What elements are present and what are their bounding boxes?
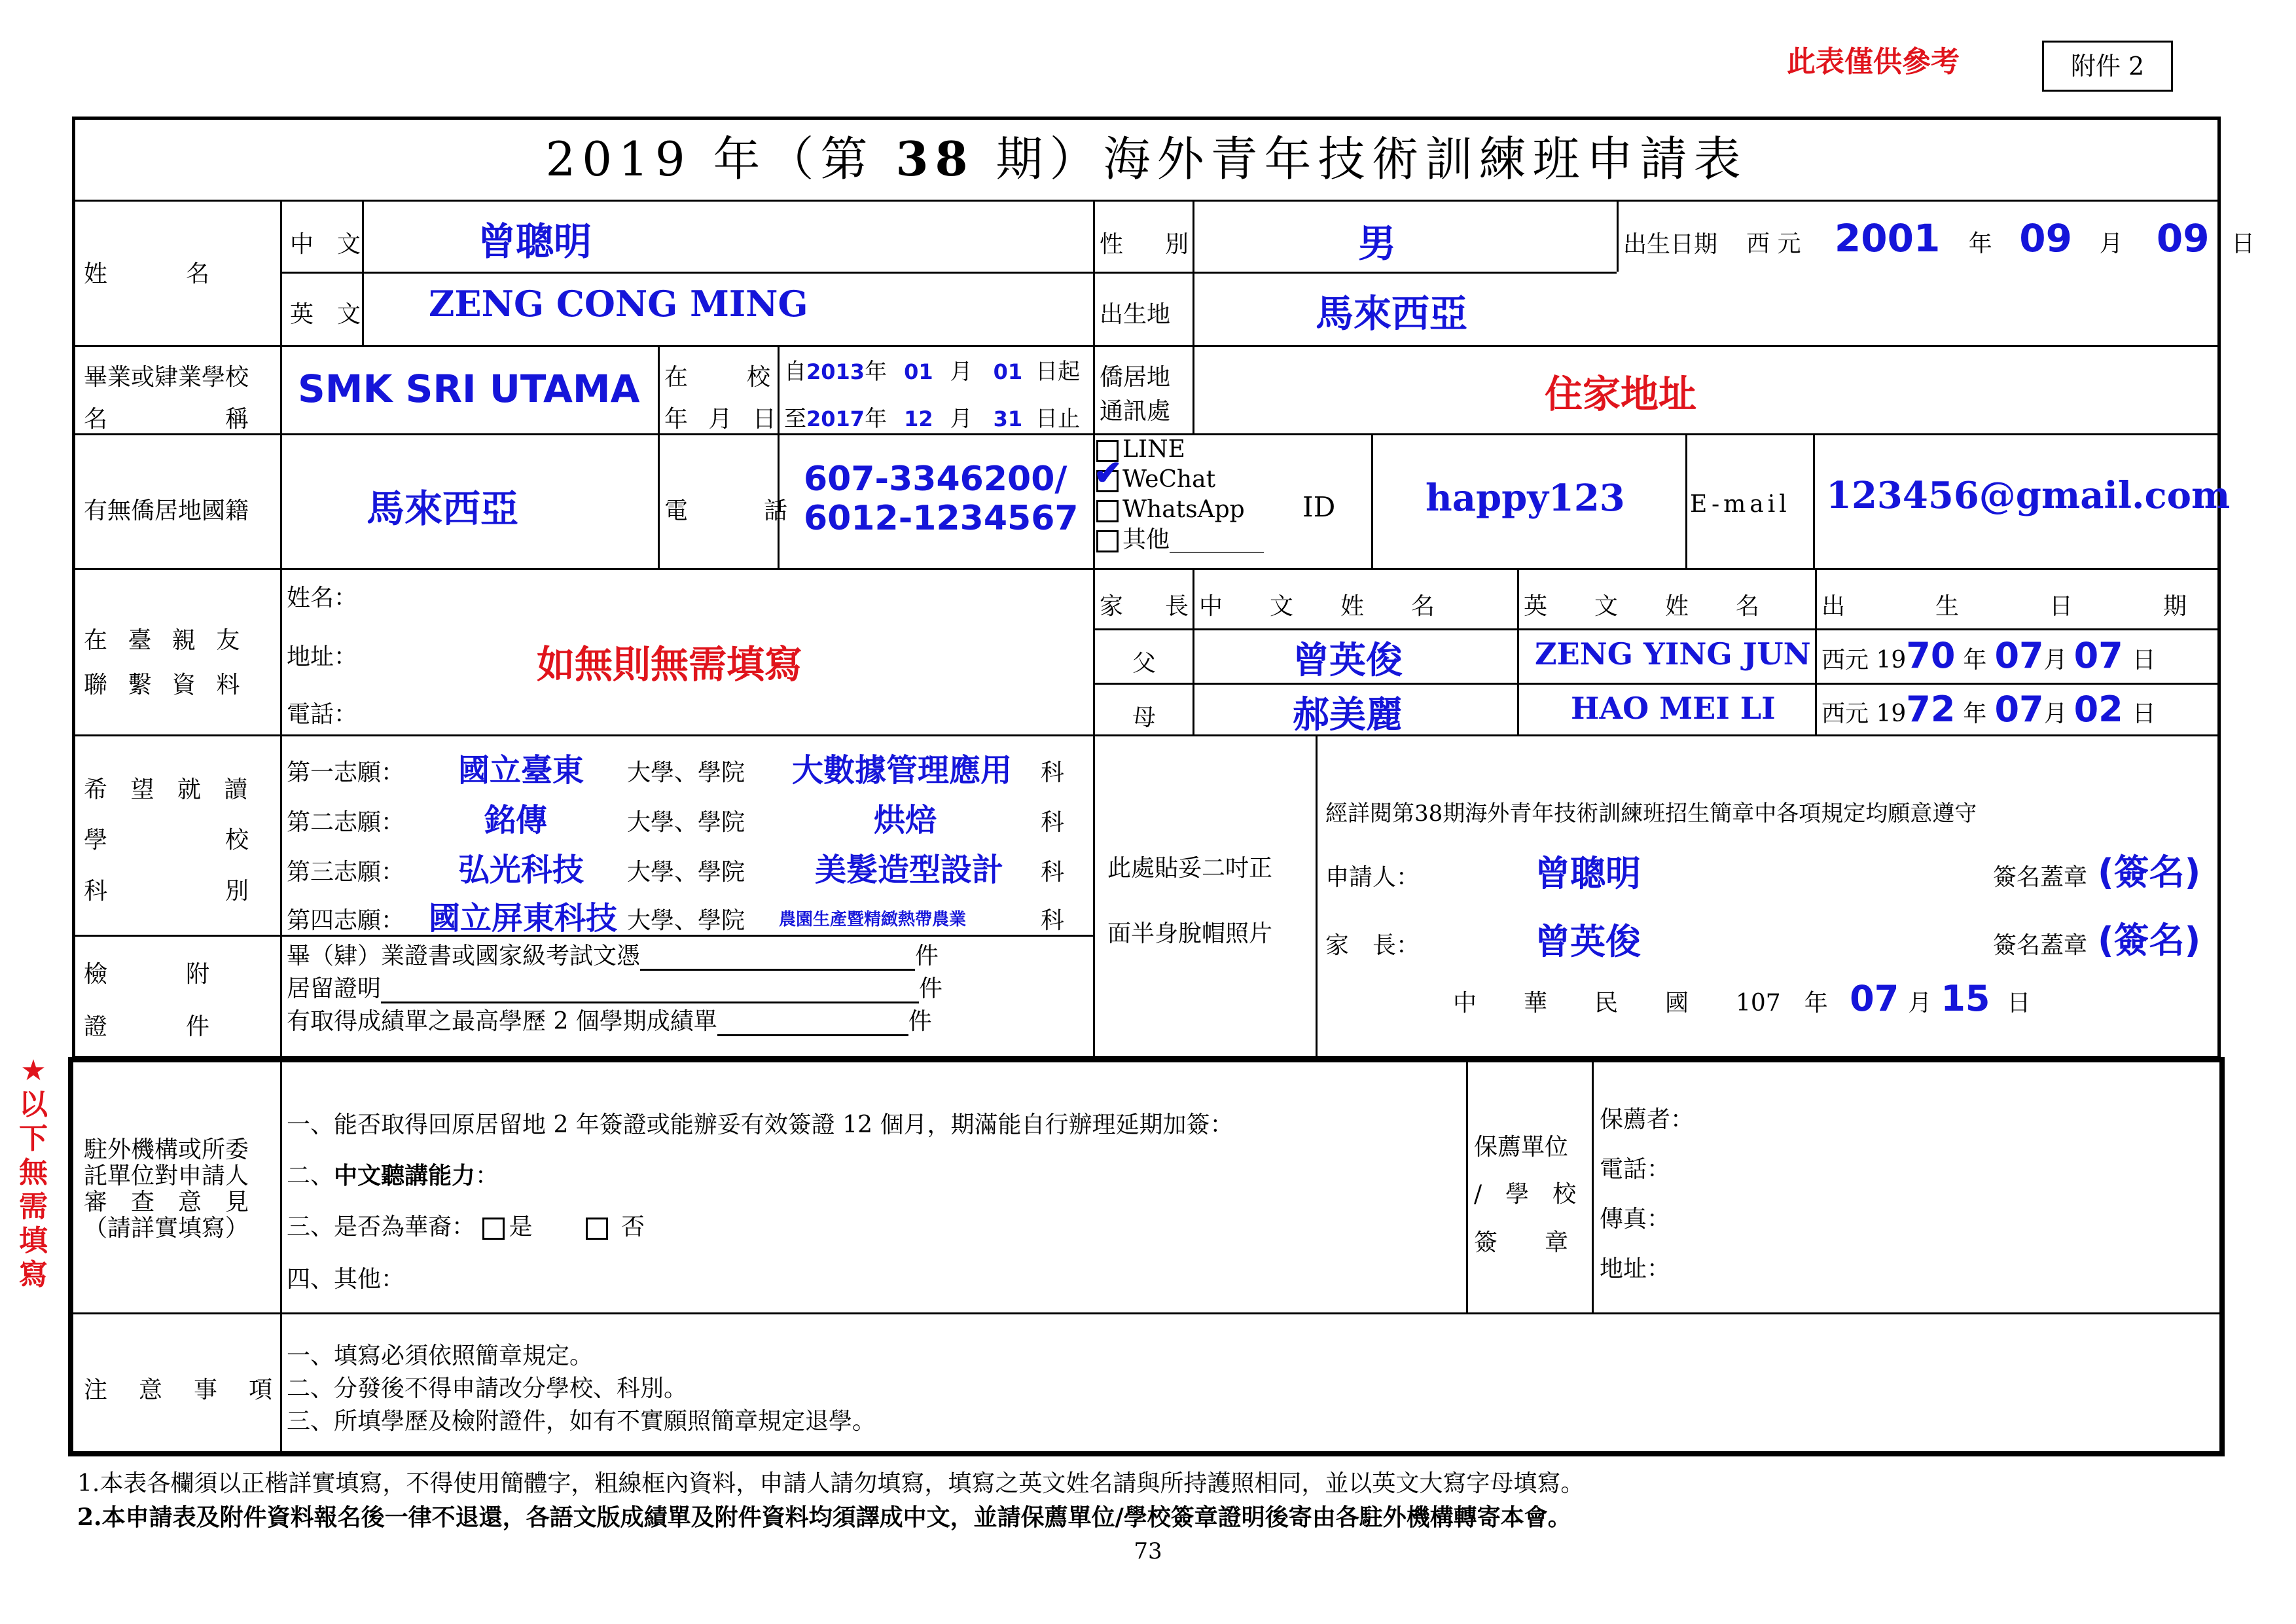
birthplace-label: 出生地 (1100, 301, 1171, 328)
declaration-text: 經詳閱第38期海外青年技術訓練班招生簡章中各項規定均願意遵守 (1325, 801, 1977, 827)
applicant-sign-label: 簽名蓋章 (1993, 864, 2088, 891)
phone-value-1: 607-3346200/ (804, 460, 1067, 499)
option-line[interactable]: LINE (1096, 435, 1264, 465)
taiwan-contact-label-2: 聯 繫 資 料 (84, 672, 247, 698)
option-wechat[interactable]: ✔ WeChat (1094, 453, 1216, 493)
recommend-label-3: 簽 章 (1474, 1229, 1569, 1256)
attachments-label-1: 檢 附 (84, 961, 221, 988)
gender-value: 男 (1358, 221, 1397, 266)
school-value: SMK SRI UTAMA (298, 367, 640, 411)
father-chinese-name: 曾英俊 (1293, 640, 1403, 682)
birth-date-label: 出生日期 (1623, 231, 1718, 258)
parent-header-label: 家 長 (1100, 593, 1198, 620)
parent-col-chinese: 中 文 姓 名 (1199, 593, 1435, 620)
checkbox-icon[interactable] (1096, 500, 1119, 522)
attachment-box (2042, 41, 2173, 92)
notes-item-3: 三、所填學歷及檢附證件，如有不實願照簡章規定退學。 (287, 1408, 876, 1435)
option-whatsapp[interactable]: WhatsApp (1096, 495, 1264, 525)
overseas-address-label-1: 僑居地 (1100, 364, 1171, 391)
school-period-label-2: 年 月 日 (664, 406, 783, 433)
school-label-2: 名 稱 (84, 406, 261, 433)
recommender-phone-label: 電話： (1600, 1156, 1671, 1183)
chinese-name-label: 中 文 (290, 231, 361, 258)
photo-placeholder-2: 面半身脫帽照片 (1107, 920, 1273, 947)
footer-note-2: 2.本申請表及附件資料報名後一律不退還，各語文版成績單及附件資料均須譯成中文，並請保薦單位/學校簽章證明後寄由各駐外機構轉寄本會。 (77, 1504, 1571, 1531)
review-label-1: 駐外機構或所委 (84, 1136, 249, 1163)
applicant-label: 申請人： (1325, 864, 1420, 891)
school-label-1: 畢業或肄業學校 (84, 364, 249, 391)
email-label: E-mail (1690, 491, 1791, 518)
checkmark-icon: ✔ (1094, 453, 1122, 493)
overseas-address-value: 住家地址 (1545, 372, 1697, 416)
applicant-sign-value: (簽名) (2098, 852, 2201, 893)
guardian-value: 曾英俊 (1535, 921, 1641, 962)
attachment-item-2: 居留證明 件 (287, 975, 943, 1002)
page-number: 73 (1134, 1538, 1162, 1564)
nationality-value: 馬來西亞 (367, 486, 519, 531)
review-item-3: 三、是否為華裔： 是 否 (287, 1214, 645, 1240)
recommend-label-2: / 學 校 (1474, 1181, 1577, 1208)
taiwan-contact-label-1: 在 臺 親 友 (84, 627, 247, 654)
preferences-label-3: 科 別 (84, 878, 261, 905)
footer-note-1: 1.本表各欄須以正楷詳實填寫，不得使用簡體字，粗線框內資料，申請人請勿填寫，填寫之英文姓名請與所持護照相同，並以英文大寫字母填寫。 (77, 1470, 1585, 1497)
chinese-name-value: 曾聰明 (478, 219, 592, 264)
attachments-label-2: 證 件 (84, 1013, 221, 1040)
gender-label: 性 別 (1100, 231, 1198, 258)
school-period-label-1: 在 校 (664, 364, 775, 391)
notes-label: 注 意 事 項 (84, 1377, 277, 1403)
mother-english-name: HAO MEI LI (1571, 691, 1776, 726)
star-icon: ★ (20, 1054, 46, 1087)
checkbox-yes[interactable] (482, 1218, 505, 1240)
parent-col-birth: 出 生 日 期 (1821, 593, 2202, 620)
recommend-label-1: 保薦單位 (1474, 1134, 1569, 1161)
recommender-label: 保薦者： (1600, 1106, 1695, 1133)
guardian-sign-value: (簽名) (2098, 920, 2201, 961)
checkbox-icon[interactable] (1096, 530, 1119, 552)
declaration-date: 中 華 民 國 107 年 07 月 15 日 (1453, 978, 2031, 1019)
english-name-value: ZENG CONG MING (429, 283, 808, 325)
messaging-id-label: ID (1302, 491, 1336, 523)
photo-placeholder-1: 此處貼妥二吋正 (1107, 855, 1273, 882)
english-name-label: 英 文 (290, 301, 361, 328)
phone-value-2: 6012-1234567 (804, 499, 1079, 538)
contact-note: 如無則無需填寫 (537, 642, 803, 687)
contact-name-label: 姓名： (287, 585, 358, 611)
contact-phone-label: 電話： (287, 701, 358, 728)
notes-item-1: 一、填寫必須依照簡章規定。 (287, 1343, 594, 1369)
messaging-id-value: happy123 (1426, 477, 1625, 520)
guardian-label: 家 長： (1325, 932, 1420, 959)
review-item-1: 一、能否取得回原居留地 2 年簽證或能辦妥有效簽證 12 個月，期滿能自行辦理延期加簽： (287, 1111, 1234, 1138)
mother-chinese-name: 郝美麗 (1293, 694, 1403, 736)
review-item-4: 四、其他： (287, 1266, 405, 1293)
attachment-item-3: 有取得成績單之最高學歷 2 個學期成績單 件 (287, 1008, 932, 1035)
reference-only-note: 此表僅供參考 (1787, 45, 1960, 79)
birth-date-value: 西 元 2001 年 09 月 09 日 (1746, 216, 2255, 261)
name-label: 姓 名 (84, 261, 221, 287)
attachment-item-1: 畢（肄）業證書或國家級考試文憑 件 (287, 943, 939, 969)
recommender-address-label: 地址： (1600, 1255, 1671, 1282)
review-item-2: 二、中文聽講能力： (287, 1162, 499, 1189)
side-note: ★ 以 下 無 需 填 寫 (17, 1054, 50, 1292)
notes-item-2: 二、分發後不得申請改分學校、科別。 (287, 1375, 688, 1402)
father-english-name: ZENG YING JUN (1535, 636, 1811, 672)
form-title: 2019 年（第 38 期）海外青年技術訓練班申請表 (545, 131, 1748, 187)
recommender-fax-label: 傳真： (1600, 1206, 1671, 1233)
preferences-label-2: 學 校 (84, 827, 261, 854)
contact-address-label: 地址： (287, 643, 358, 670)
father-birth-date: 西元 1970 年 07月 07 日 (1821, 635, 2156, 676)
option-other[interactable]: 其他________ (1096, 525, 1264, 555)
father-role: 父 (1132, 650, 1157, 677)
review-label-3: 審 查 意 見 (84, 1189, 249, 1216)
checkbox-no[interactable] (586, 1218, 608, 1240)
nationality-label: 有無僑居地國籍 (84, 497, 249, 524)
mother-role: 母 (1132, 704, 1157, 731)
messaging-options (1096, 435, 1264, 555)
applicant-value: 曾聰明 (1535, 853, 1641, 894)
school-period-to: 至2017年 12 月 31 日止 (784, 406, 1081, 432)
phone-label: 電 話 (664, 497, 814, 524)
overseas-address-label-2: 通訊處 (1100, 398, 1171, 425)
birthplace-value: 馬來西亞 (1316, 291, 1468, 336)
review-label-4: （請詳實填寫） (84, 1215, 249, 1242)
parent-col-english: 英 文 姓 名 (1524, 593, 1760, 620)
attachment-label: 附件 2 (2070, 52, 2145, 81)
school-period-from: 自2013年 01 月 01 日起 (784, 359, 1081, 385)
guardian-sign-label: 簽名蓋章 (1993, 932, 2088, 959)
review-label-2: 託單位對申請人 (84, 1163, 249, 1189)
preferences-label-1: 希 望 就 讀 (84, 776, 256, 803)
mother-birth-date: 西元 1972 年 07月 02 日 (1821, 689, 2156, 730)
email-value: 123456@gmail.com (1826, 474, 2231, 517)
